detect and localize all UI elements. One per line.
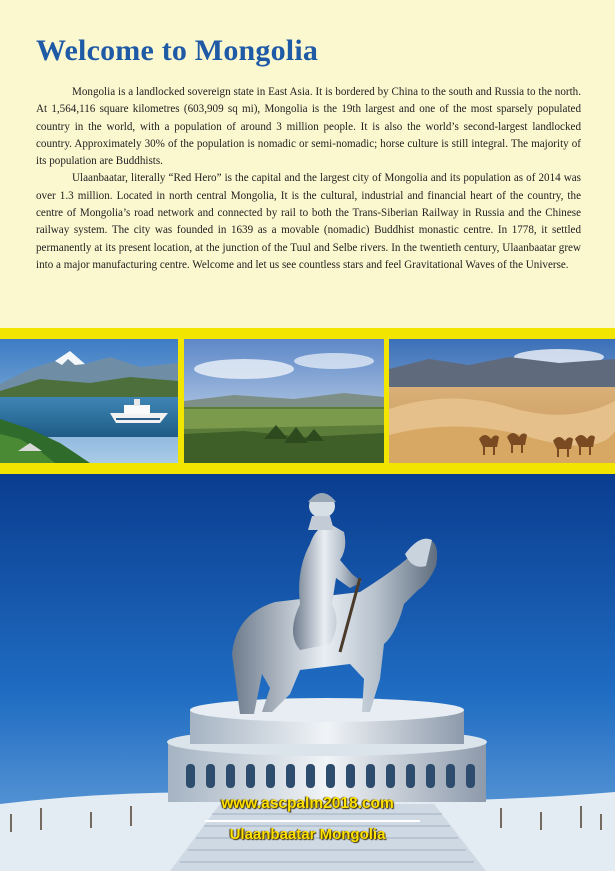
body-text [36,84,581,274]
steppe-valley-photo [184,339,384,463]
page-title: Welcome to Mongolia [36,34,319,67]
lake-mountain-photo [0,339,178,463]
website-url-caption: www.ascpalm2018.com [221,795,394,812]
location-caption: Ulaanbaatar Mongolia [229,826,386,843]
caption-divider [205,820,420,822]
paragraph-ulaanbaatar: Ulaanbaatar, literally “Red Hero” is the capital and the largest city of Mongolia and its population as of 2014 was over 1.3 million. Located in north central Mongolia, It is the cultural, industrial and financial heart of the country, the centre of Mongolia’s road network and connected by rail to both the Trans-Siberian Railway in Russia and the Chinese railway system. The city was founded in 1639 as a movable (nomadic) Buddhist monastic centre. In 1778, it settled permanently at its present location, at the junction of the Tuul and Selbe rivers. In the twentieth century, Ulaanbaatar grew into a major manufacturing centre. Welcome and let us see countless stars and feel Gravitational Waves of the Universe. [36,172,581,271]
paragraph-mongolia: Mongolia is a landlocked sovereign state in East Asia. It is bordered by China to the south and Russia to the north. At 1,564,116 square kilometres (603,909 sq mi), Mongolia is the 19th largest and one of the most sparsely populated country in the world, with a population of around 3 million people. It is also the world’s second-largest landlocked country. Approximately 30% of the population is nomadic or semi-nomadic; horse culture is still integral. The majority of its population are Buddhists. [36,86,581,168]
photo-strip [0,328,615,474]
intro-section [0,0,615,328]
desert-camels-photo [389,339,615,463]
